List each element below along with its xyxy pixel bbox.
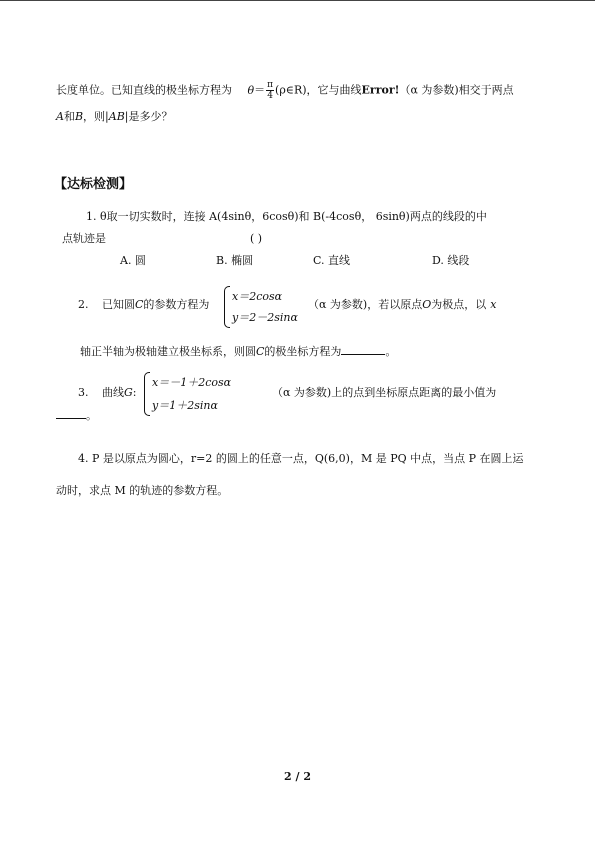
q3-brace [144, 372, 150, 416]
q2-line-2: 轴正半轴为极轴建立极坐标系，则圆C的极坐标方程为 。 [80, 345, 397, 358]
q2-parametric-system: x＝2cosα y＝2－2sinα [224, 286, 306, 326]
q1-option-c: C. 直线 [313, 254, 351, 267]
intro-line-2: A和B，则|AB|是多少？ [56, 110, 173, 123]
q4-line-1: 4. P 是以原点为圆心，r=2 的圆上的任意一点，Q(6,0)，M 是 PQ 中点，当点 P 在圆上运 [78, 452, 524, 465]
header-rule [0, 0, 595, 1]
intro-line-1: 长度单位。已知直线的极坐标方程为 θ＝ $\frac{\pi}{4}$ (ρ∈R)，它与曲线Error!（α 为参数)相交于两点 [56, 80, 514, 101]
q3-parametric-system: x＝－1＋2cosα y＝1＋2sinα [144, 372, 256, 414]
error-text: Error! [361, 83, 400, 97]
q1-option-b: B. 椭圆 [216, 254, 254, 267]
q2-line-1-tail: （α 为参数)，若以原点O为极点，以 x [308, 298, 497, 311]
pi-over-4-fraction: $\frac{\pi}{4}$ [267, 80, 274, 101]
q2-brace [224, 286, 230, 328]
q2-line-1: 2. 已知圆C的参数方程为 [78, 298, 210, 311]
q3-line-2: 。 [56, 408, 97, 423]
q2-answer-blank[interactable] [341, 344, 385, 355]
q1-option-d: D. 线段 [432, 254, 470, 267]
q3-line-1: 3. 曲线G: [78, 386, 137, 399]
q3-line-1-tail: （α 为参数)上的点到坐标原点距离的最小值为 [272, 386, 497, 399]
q1-answer-paren: ( ) [250, 232, 263, 245]
q1-option-a: A. 圆 [120, 254, 146, 267]
section-title: 【达标检测】 [54, 177, 133, 192]
q3-answer-blank[interactable] [56, 408, 86, 419]
q1-line-1: 1. θ取一切实数时，连接 A(4sinθ，6cosθ)和 B(-4cosθ， 6sinθ)两点的线段的中 [86, 210, 487, 223]
q1-line-2: 点轨迹是 [62, 232, 106, 245]
q4-line-2: 动时，求点 M 的轨迹的参数方程。 [56, 484, 229, 497]
page-number: 2 / 2 [284, 770, 311, 783]
